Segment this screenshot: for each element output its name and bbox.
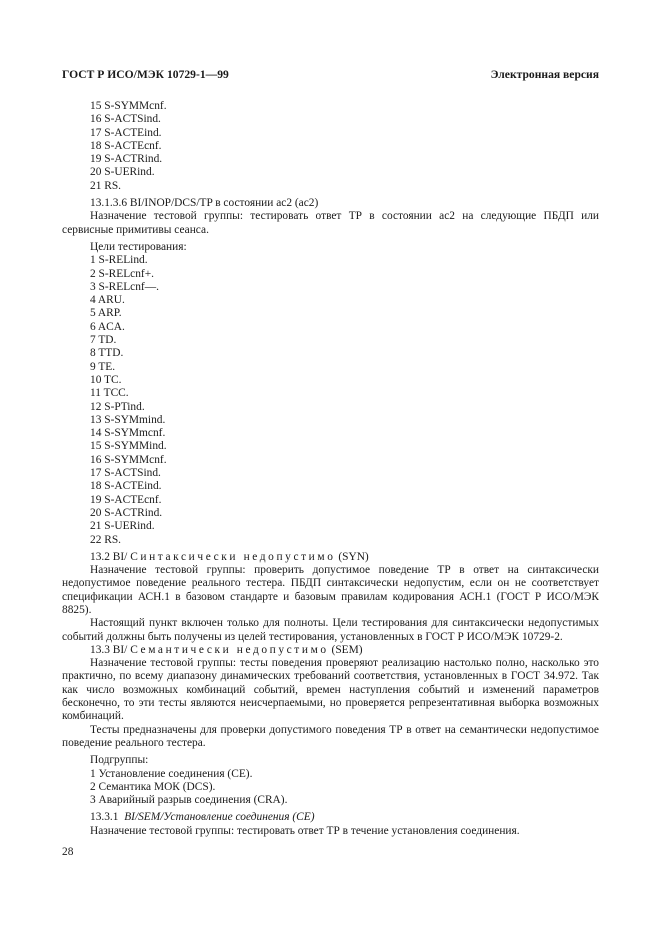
list-item: 2 S-RELcnf+. (90, 267, 154, 280)
list-b (62, 254, 599, 547)
paragraph: Назначение тестовой группы: тестировать ответ ТР в состоянии ас2 на следующие ПБДП или сервисные примитивы сеанса. (62, 210, 599, 236)
section-heading-133 (62, 644, 599, 657)
section-code: (SEM) (331, 643, 363, 656)
standard-designation: ГОСТ Р ИСО/МЭК 10729-1—99 (62, 68, 229, 81)
page-number: 28 (62, 846, 74, 858)
list-item: 15 S-SYMMcnf. (90, 100, 167, 112)
section-number: 13.3.1 (90, 811, 119, 824)
list-item: 21 RS. (90, 179, 122, 192)
list-item: 14 S-SYMmcnf. (90, 427, 166, 440)
paragraph: Назначение тестовой группы: тестировать ответ ТР в течение установления соединения. (90, 824, 520, 837)
list-item: 20 S-UERind. (90, 166, 155, 179)
list-item: 1 Установление соединения (СЕ). (90, 767, 253, 780)
paragraph: Тесты предназначены для проверки допустимого поведения ТР в ответ на семантически недопустимое поведение реального тестера. (62, 723, 599, 749)
edition-label: Электронная версия (490, 68, 599, 81)
list-item: 15 S-SYMMind. (90, 440, 167, 453)
list-item: 3 Аварийный разрыв соединения (CRA). (90, 794, 288, 807)
list-item: 7 TD. (90, 334, 117, 347)
list-item: 18 S-ACTEcnf. (90, 139, 162, 152)
list-a (62, 100, 599, 193)
section-title: Синтаксически недопустимо (130, 550, 336, 563)
list-item: 12 S-PTind. (90, 400, 145, 413)
section-number: 13.2 BI/ (90, 550, 128, 563)
list-item: 6 ACA. (90, 320, 125, 333)
section-title: Семантически недопустимо (130, 643, 329, 656)
section-code: (SYN) (338, 550, 369, 563)
list-item: 21 S-UERind. (90, 520, 155, 533)
section-number: 13.3 BI/ (90, 643, 128, 656)
list-item: 16 S-SYMMcnf. (90, 453, 167, 466)
section-heading-1331 (62, 811, 599, 824)
section-title: BI/SEM/Установление соединения (СЕ) (124, 811, 315, 824)
paragraph: Назначение тестовой группы: проверить допустимое поведение ТР в ответ на синтаксически недопустимое поведение реального тестера. ПБДП синтаксически недопустим, если он не соответствует спецификации АСН.1 в базовом стандарте и базовым правилам кодирования АСН.1 (ГОСТ Р ИСО/МЭК 8825). (62, 564, 599, 616)
page-body (62, 100, 599, 838)
goals-label: Цели тестирования: (90, 240, 187, 253)
list-item: 18 S-ACTEind. (90, 480, 162, 493)
list-item: 13 S-SYMmind. (90, 413, 166, 426)
subgroups-label: Подгруппы: (90, 754, 149, 767)
section-heading-13136: 13.1.3.6 BI/INOP/DCS/TP в состоянии ас2 (ас2) (90, 197, 319, 210)
list-item: 19 S-ACTRind. (90, 153, 163, 166)
list-item: 20 S-ACTRind. (90, 506, 163, 519)
list-item: 17 S-ACTEind. (90, 126, 162, 139)
section-heading-132 (62, 551, 599, 564)
list-item: 19 S-ACTEcnf. (90, 493, 162, 506)
paragraph: Назначение тестовой группы: тесты поведения проверяют реализацию настолько полно, насколько это практично, по всему диапазону динамических требований соответствия, установленных в ГОСТ 34.972. Так как число возможных комбинаций событий, времен наступления событий и изменений параметров бесконечно, то эти тесты являются неисчерпаемыми, но проверяется репрезентативная выборка возможных комбинаций. (62, 657, 599, 723)
list-item: 8 TTD. (90, 347, 124, 360)
list-item: 17 S-ACTSind. (90, 467, 161, 480)
list-item: 11 TCC. (90, 387, 129, 400)
list-item: 2 Семантика МОК (DCS). (90, 780, 216, 793)
list-item: 10 TC. (90, 373, 122, 386)
list-item: 1 S-RELind. (90, 254, 148, 267)
list-item: 16 S-ACTSind. (90, 113, 161, 126)
paragraph: Настоящий пункт включен только для полноты. Цели тестирования для синтаксически недопустимых событий должны быть получены из целей тестирования, установленных в ГОСТ Р ИСО/МЭК 10729-2. (62, 617, 599, 643)
list-item: 9 TE. (90, 360, 116, 373)
list-item: 5 ARP. (90, 307, 122, 320)
list-item: 4 ARU. (90, 294, 125, 307)
list-item: 3 S-RELcnf—. (90, 280, 159, 293)
list-item: 22 RS. (90, 533, 122, 546)
